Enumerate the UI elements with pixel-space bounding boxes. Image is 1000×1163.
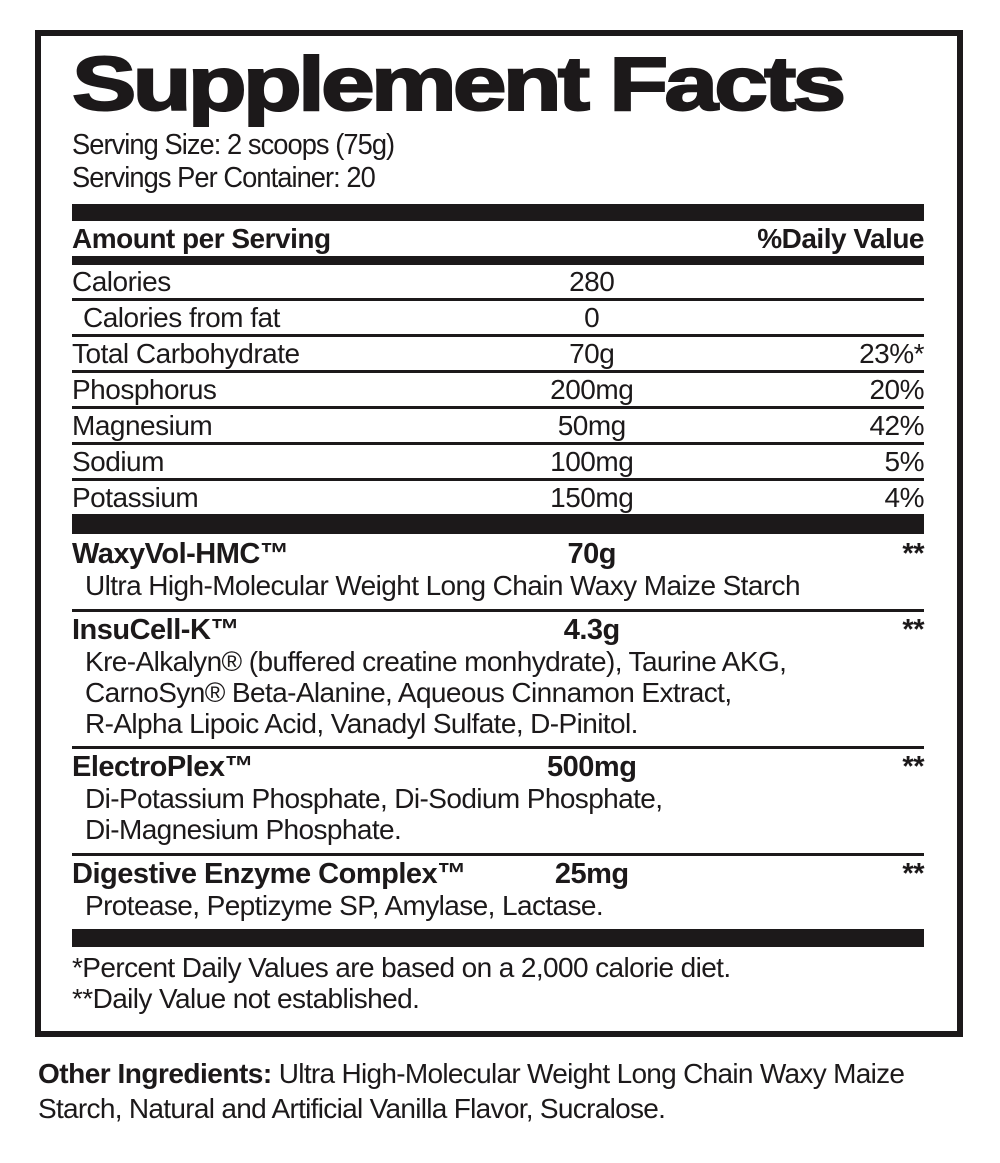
blend-table — [72, 534, 924, 929]
nutrient-daily-value: 23%* — [859, 338, 924, 370]
amount-per-serving-header: Amount per Serving — [72, 222, 331, 254]
blend-description-line: Kre-Alkalyn® (buffered creatine monhydrate), Taurine AKG, — [85, 646, 787, 678]
nutrient-daily-value: 5% — [884, 446, 924, 478]
divider-bar-top — [72, 204, 924, 221]
blend-description-line: Di-Potassium Phosphate, Di-Sodium Phosphate, — [85, 783, 663, 815]
nutrient-row — [72, 373, 924, 409]
blend-description — [72, 784, 924, 846]
blend-daily-value: ** — [902, 858, 924, 891]
blend-description-line: CarnoSyn® Beta-Alanine, Aqueous Cinnamon Extract, — [85, 676, 732, 708]
blend-description-line: Di-Magnesium Phosphate. — [85, 814, 402, 846]
blend-header — [72, 857, 924, 891]
divider-bar-middle — [72, 514, 924, 534]
blend-amount: 500mg — [547, 751, 637, 784]
nutrient-name: Calories — [72, 266, 171, 298]
footnote: *Percent Daily Values are based on a 2,000 calorie diet. — [72, 951, 731, 983]
nutrient-name: Magnesium — [72, 410, 213, 442]
nutrient-table — [72, 265, 924, 514]
blend-description-line: R-Alpha Lipoic Acid, Vanadyl Sulfate, D-Pinitol. — [85, 707, 638, 739]
blend-amount: 70g — [567, 538, 616, 571]
other-ingredients-text: Ultra High-Molecular Weight Long Chain Waxy Maize Starch, Natural and Artificial Vanilla Flavor, Sucralose. — [38, 1058, 905, 1125]
blend-description-line: Ultra High-Molecular Weight Long Chain Waxy Maize Starch — [85, 570, 800, 602]
serving-size: Serving Size: 2 scoops (75g) — [72, 129, 395, 162]
blend-header — [72, 613, 924, 647]
nutrient-amount: 0 — [584, 302, 600, 334]
nutrient-amount: 150mg — [550, 482, 634, 514]
footnote: **Daily Value not established. — [72, 983, 420, 1015]
nutrient-amount: 100mg — [550, 446, 634, 478]
blend-daily-value: ** — [902, 614, 924, 647]
nutrient-name: Phosphorus — [72, 374, 217, 406]
nutrient-name: Total Carbohydrate — [72, 338, 300, 370]
blend-header — [72, 537, 924, 571]
nutrient-name: Potassium — [72, 482, 199, 514]
blend-header — [72, 750, 924, 784]
daily-value-header: %Daily Value — [757, 222, 924, 254]
blend-daily-value: ** — [902, 538, 924, 571]
panel-title: Supplement Facts — [72, 42, 843, 127]
nutrient-daily-value: 4% — [884, 482, 924, 514]
nutrient-row — [72, 265, 924, 301]
blend-row — [72, 746, 924, 853]
divider-bar-bottom — [72, 929, 924, 947]
serving-info — [72, 129, 957, 195]
blend-amount: 25mg — [554, 858, 629, 891]
footnotes — [72, 952, 924, 1015]
blend-description — [72, 891, 924, 922]
nutrient-row — [72, 337, 924, 373]
blend-row — [72, 609, 924, 746]
blend-description — [72, 571, 924, 602]
nutrient-name: Sodium — [72, 446, 164, 478]
blend-row — [72, 853, 924, 929]
nutrient-row — [72, 301, 924, 337]
blend-name: Digestive Enzyme Complex™ — [72, 858, 466, 891]
table-header-row — [72, 221, 924, 256]
blend-name: WaxyVol-HMC™ — [72, 538, 289, 571]
other-ingredients-label: Other Ingredients: — [38, 1058, 272, 1089]
nutrient-amount: 70g — [569, 338, 615, 370]
nutrient-amount: 280 — [569, 266, 615, 298]
blend-name: InsuCell-K™ — [72, 614, 239, 647]
servings-per-container: Servings Per Container: 20 — [72, 162, 375, 195]
blend-description — [72, 647, 924, 739]
nutrient-amount: 200mg — [550, 374, 634, 406]
nutrient-name: Calories from fat — [83, 302, 280, 334]
blend-row — [72, 534, 924, 609]
nutrient-daily-value: 20% — [869, 374, 924, 406]
nutrient-daily-value: 42% — [869, 410, 924, 442]
nutrient-row — [72, 445, 924, 481]
blend-description-line: Protease, Peptizyme SP, Amylase, Lactase. — [85, 890, 604, 922]
supplement-facts-panel — [35, 30, 963, 1037]
nutrient-amount: 50mg — [557, 410, 626, 442]
other-ingredients — [38, 1056, 966, 1127]
nutrient-row — [72, 409, 924, 445]
divider-bar-thin — [72, 256, 924, 265]
blend-name: ElectroPlex™ — [72, 751, 253, 784]
nutrient-row — [72, 481, 924, 514]
blend-amount: 4.3g — [563, 614, 620, 647]
blend-daily-value: ** — [902, 751, 924, 784]
